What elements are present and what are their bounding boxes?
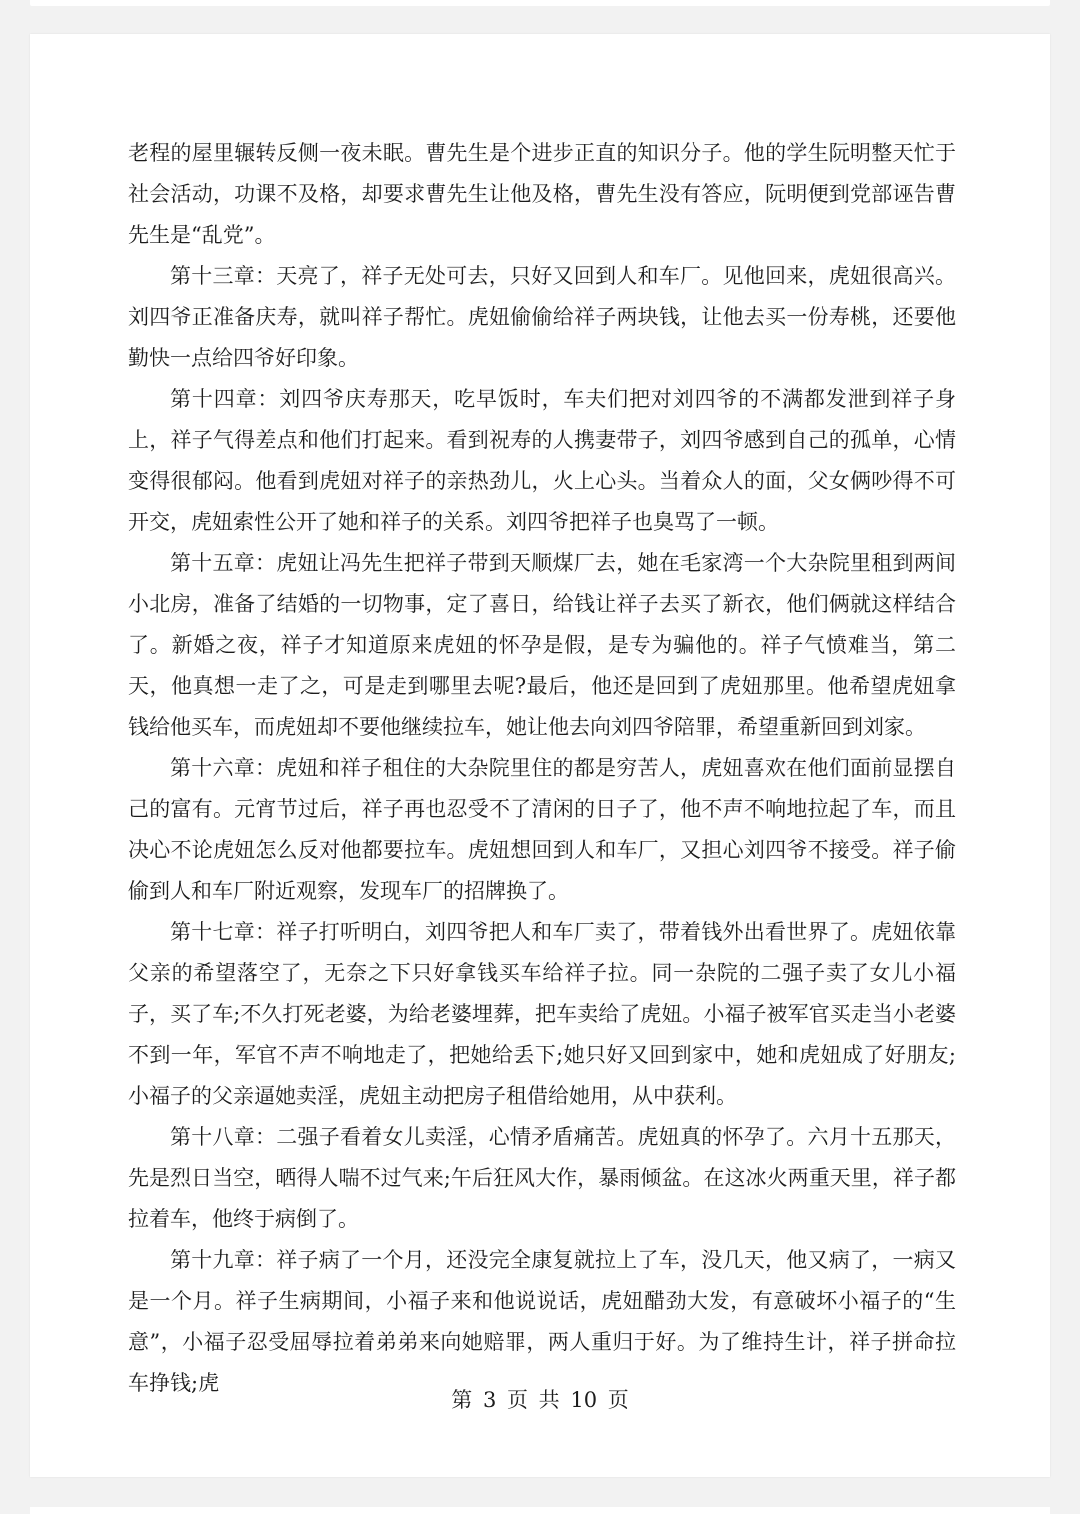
- paragraph-chapter-19: 第十九章：祥子病了一个月，还没完全康复就拉上了车，没几天，他又病了，一病又是一个月。祥子生病期间，小福子来和他说说话，虎妞醋劲大发，有意破坏小福子的“生意”，小福子忍受屈辱拉着弟弟来向她赔罪，两人重归于好。为了维持生计，祥子拼命拉车挣钱;虎: [128, 1248, 956, 1395]
- paragraph-continued: 老程的屋里辗转反侧一夜未眠。曹先生是个进步正直的知识分子。他的学生阮明整天忙于社会活动，功课不及格，却要求曹先生让他及格，曹先生没有答应，阮明便到党部诬告曹先生是“乱党”。: [128, 141, 956, 247]
- paragraph-chapter-16: 第十六章：虎妞和祥子租住的大杂院里住的都是穷苦人，虎妞喜欢在他们面前显摆自己的富有。元宵节过后，祥子再也忍受不了清闲的日子了，他不声不响地拉起了车，而且决心不论虎妞怎么反对他都要拉车。虎妞想回到人和车厂，又担心刘四爷不接受。祥子偷偷到人和车厂附近观察，发现车厂的招牌换了。: [128, 756, 956, 903]
- paragraph-chapter-15: 第十五章：虎妞让冯先生把祥子带到天顺煤厂去，她在毛家湾一个大杂院里租到两间小北房，准备了结婚的一切物事，定了喜日，给钱让祥子去买了新衣，他们俩就这样结合了。新婚之夜，祥子才知道原来虎妞的怀孕是假，是专为骗他的。祥子气愤难当，第二天，他真想一走了之，可是走到哪里去呢?最后，他还是回到了虎妞那里。他希望虎妞拿钱给他买车，而虎妞却不要他继续拉车，她让他去向刘四爷陪罪，希望重新回到刘家。: [128, 551, 956, 739]
- paragraph-chapter-13: 第十三章：天亮了，祥子无处可去，只好又回到人和车厂。见他回来，虎妞很高兴。刘四爷正准备庆寿，就叫祥子帮忙。虎妞偷偷给祥子两块钱，让他去买一份寿桃，还要他勤快一点给四爷好印象。: [128, 264, 956, 370]
- page-body: [128, 133, 956, 1404]
- page-number-footer: 第 3 页 共 10 页: [451, 1388, 629, 1412]
- paragraph-chapter-14: 第十四章：刘四爷庆寿那天，吃早饭时，车夫们把对刘四爷的不满都发泄到祥子身上，祥子气得差点和他们打起来。看到祝寿的人携妻带子，刘四爷感到自己的孤单，心情变得很郁闷。他看到虎妞对祥子的亲热劲儿，火上心头。当着众人的面，父女俩吵得不可开交，虎妞索性公开了她和祥子的关系。刘四爷把祥子也臭骂了一顿。: [128, 387, 956, 534]
- paragraph-chapter-18: 第十八章：二强子看着女儿卖淫，心情矛盾痛苦。虎妞真的怀孕了。六月十五那天，先是烈日当空，晒得人喘不过气来;午后狂风大作，暴雨倾盆。在这冰火两重天里，祥子都拉着车，他终于病倒了。: [128, 1125, 956, 1231]
- next-page-edge: [30, 1507, 1050, 1514]
- document-page[interactable]: [30, 34, 1050, 1477]
- paragraph-chapter-17: 第十七章：祥子打听明白，刘四爷把人和车厂卖了，带着钱外出看世界了。虎妞依靠父亲的希望落空了，无奈之下只好拿钱买车给祥子拉。同一杂院的二强子卖了女儿小福子，买了车;不久打死老婆，为给老婆埋葬，把车卖给了虎妞。小福子被军官买走当小老婆不到一年，军官不声不响地走了，把她给丢下;她只好又回到家中，她和虎妞成了好朋友;小福子的父亲逼她卖淫，虎妞主动把房子租借给她用，从中获利。: [128, 920, 956, 1108]
- previous-page-edge: [30, 0, 1050, 6]
